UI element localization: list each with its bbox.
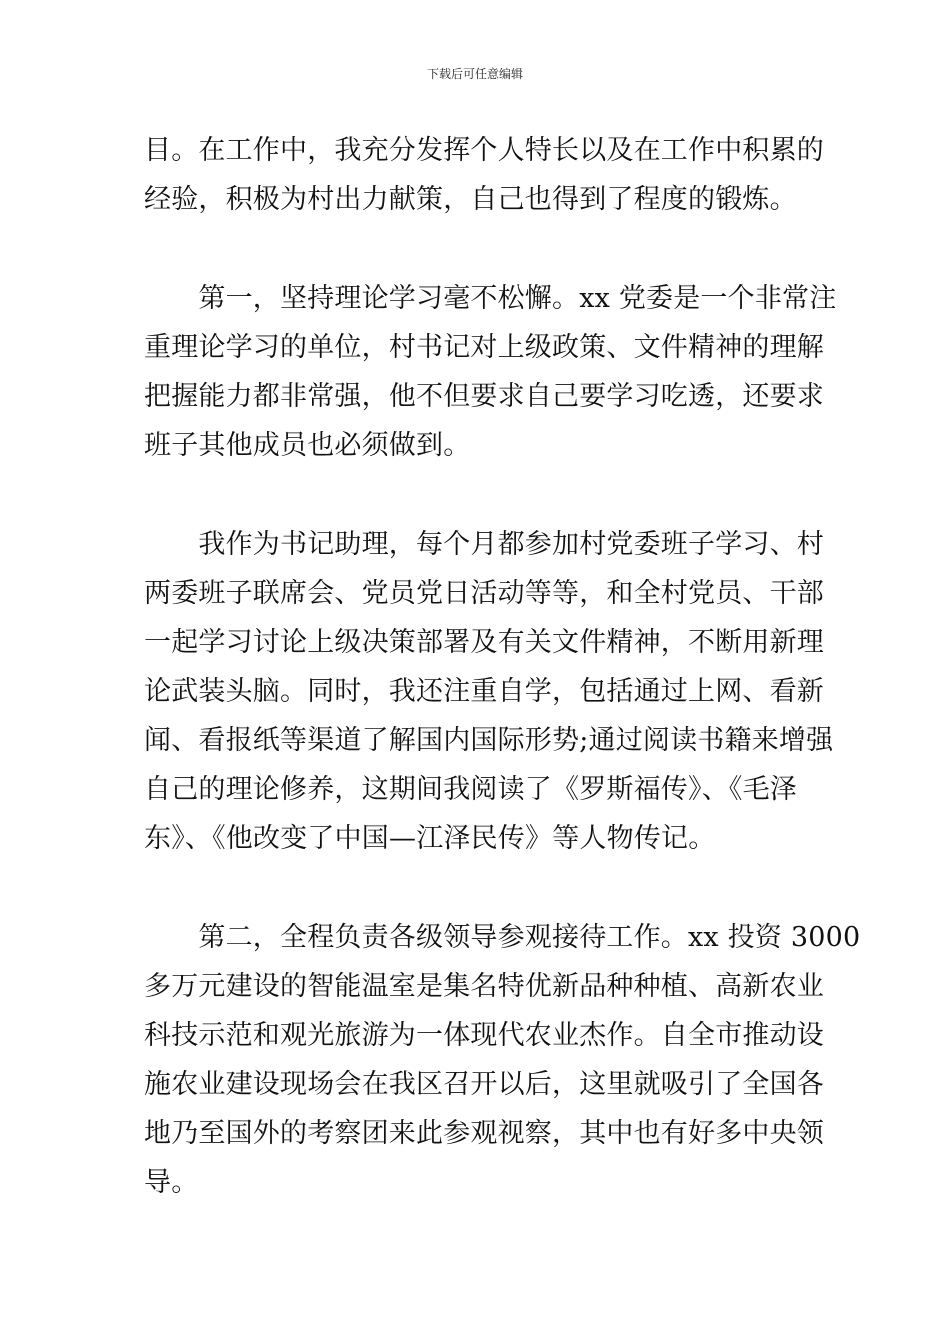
paragraph: [144, 520, 834, 863]
text-line: 科技示范和观光旅游为一体现代农业杰作。自全市推动设: [144, 1020, 824, 1051]
text-line: 东》、《他改变了中国—江泽民传》等人物传记。: [144, 823, 716, 854]
text-line: 班子其他成员也必须做到。: [144, 430, 471, 461]
text-line: 目。在工作中，我充分发挥个人特长以及在工作中积累的: [144, 135, 824, 166]
text-line: 我作为书记助理，每个月都参加村党委班子学习、村: [144, 529, 824, 560]
paragraph: [144, 274, 837, 470]
paragraph-gap: [144, 863, 810, 913]
text-line: 论武装头脑。同时，我还注重自学，包括通过上网、看新: [144, 676, 824, 707]
text-line: 经验，积极为村出力献策，自己也得到了程度的锻炼。: [144, 184, 797, 215]
text-line: 第二，全程负责各级领导参观接待工作。xx 投资 3000: [144, 922, 861, 953]
paragraph-gap: [144, 470, 810, 520]
text-line: 自己的理论修养，这期间我阅读了《罗斯福传》、《毛泽: [144, 774, 797, 805]
text-line: 施农业建设现场会在我区召开以后，这里就吸引了全国各: [144, 1069, 824, 1100]
text-line: 重理论学习的单位，村书记对上级政策、文件精神的理解: [144, 332, 824, 363]
paragraph-gap: [144, 224, 810, 274]
text-line: 两委班子联席会、党员党日活动等等，和全村党员、干部: [144, 578, 824, 609]
paragraph: [144, 126, 824, 224]
text-line: 一起学习讨论上级决策部署及有关文件精神，不断用新理: [144, 627, 824, 658]
text-line: 把握能力都非常强，他不但要求自己要学习吃透，还要求: [144, 381, 824, 412]
paragraph: [144, 913, 861, 1207]
document-body: [144, 126, 861, 1207]
text-line: 地乃至国外的考察团来此参观视察，其中也有好多中央领: [144, 1118, 824, 1149]
text-line: 闻、看报纸等渠道了解国内国际形势;通过阅读书籍来增强: [144, 725, 834, 756]
text-line: 第一，坚持理论学习毫不松懈。xx 党委是一个非常注: [144, 283, 837, 314]
page-header: 下载后可任意编辑: [426, 67, 523, 81]
text-line: 导。: [144, 1167, 199, 1198]
text-line: 多万元建设的智能温室是集名特优新品种种植、高新农业: [144, 971, 824, 1002]
